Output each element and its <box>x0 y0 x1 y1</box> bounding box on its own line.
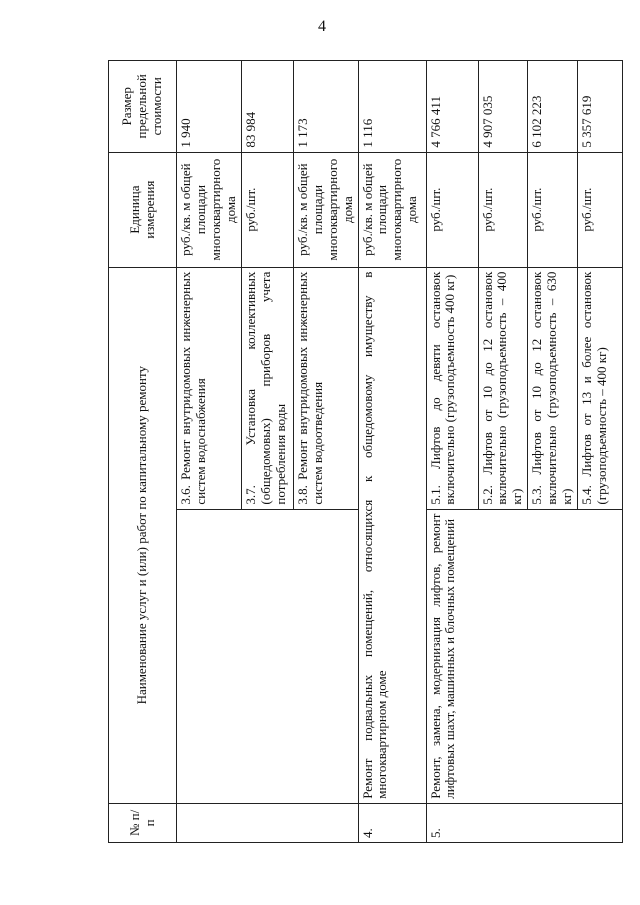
header-name: Наименование услуг и (или) работ по капитальному ремонту <box>109 267 177 803</box>
header-num: № п/п <box>109 803 177 842</box>
subitem-cell: 5.3. Лифтов от 10 до 12 остановок включительно (грузоподъемность – 630 кг) <box>528 267 578 509</box>
cost-table <box>108 60 623 843</box>
table-row <box>358 61 426 843</box>
cost-cell: 5 357 619 <box>578 61 623 153</box>
table-header-row <box>109 61 177 843</box>
unit-cell: руб./шт. <box>426 152 478 267</box>
category-cell: Ремонт, замена, модернизация лифтов, ремонт лифтовых шахт, машинных и блочных помещений <box>426 509 623 803</box>
header-cost: Размер предельной стоимости <box>109 61 177 153</box>
cost-cell: 1 940 <box>177 61 242 153</box>
unit-cell: руб./шт. <box>478 152 528 267</box>
num-cell: 5. <box>426 803 623 842</box>
category-cell-empty <box>177 509 359 803</box>
table-row <box>426 61 478 843</box>
unit-cell: руб./шт. <box>528 152 578 267</box>
table-row <box>177 61 242 843</box>
cost-cell: 4 766 411 <box>426 61 478 153</box>
cost-cell: 83 984 <box>241 61 293 153</box>
unit-cell: руб./кв. м общей площади многоквартирного дома <box>177 152 242 267</box>
subitem-cell: 3.8. Ремонт внутридомовых инженерных систем водоотведения <box>293 267 358 509</box>
subitem-cell: 3.7. Установка коллективных (общедомовых) приборов учета потребления воды <box>241 267 293 509</box>
rotated-table-container <box>108 60 610 843</box>
unit-cell: руб./кв. м общей площади многоквартирного дома <box>293 152 358 267</box>
unit-cell: руб./шт. <box>578 152 623 267</box>
cost-cell: 1 173 <box>293 61 358 153</box>
page-number: 4 <box>318 18 326 35</box>
subitem-cell: 5.4. Лифтов от 13 и более остановок (грузоподъемность – 400 кг) <box>578 267 623 509</box>
cost-cell: 1 116 <box>358 61 426 153</box>
subitem-cell: 5.1. Лифтов до девяти остановок включительно (грузоподъемность 400 кг) <box>426 267 478 509</box>
subitem-cell: 5.2. Лифтов от 10 до 12 остановок включительно (грузоподъемность – 400 кг) <box>478 267 528 509</box>
unit-cell: руб./шт. <box>241 152 293 267</box>
subitem-cell: 3.6. Ремонт внутридомовых инженерных систем водоснабжения <box>177 267 242 509</box>
num-cell: 4. <box>358 803 426 842</box>
name-cell: Ремонт подвальных помещений, относящихся к общедомовому имуществу в многоквартирном доме <box>358 267 426 803</box>
cost-cell: 6 102 223 <box>528 61 578 153</box>
num-cell-empty <box>177 803 359 842</box>
cost-cell: 4 907 035 <box>478 61 528 153</box>
header-unit: Единица измерения <box>109 152 177 267</box>
unit-cell: руб./кв. м общей площади многоквартирного дома <box>358 152 426 267</box>
